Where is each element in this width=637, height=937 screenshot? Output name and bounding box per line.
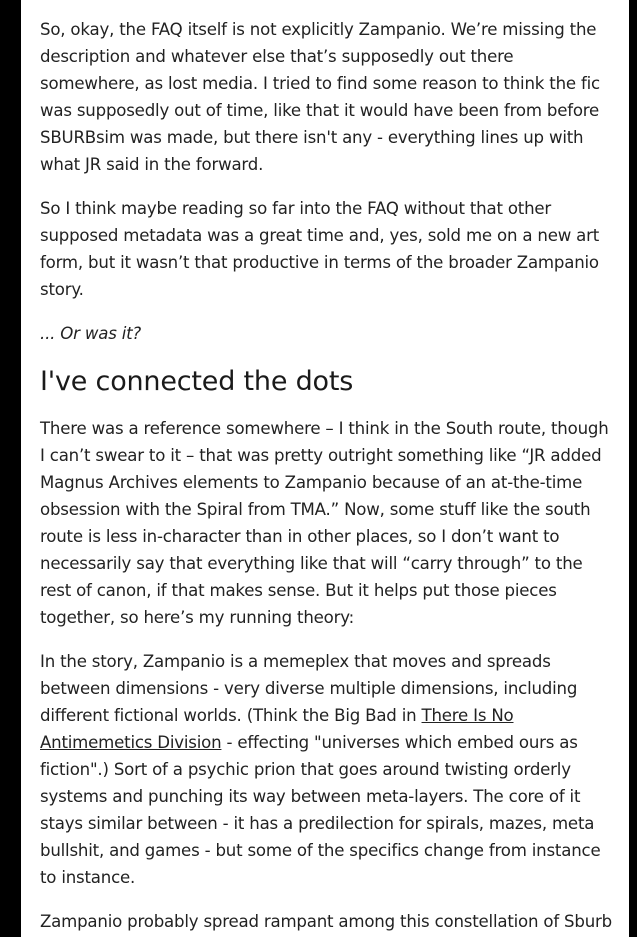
memeplex-text-end: - effecting "universes which embed ours as fiction".) Sort of a psychic prion that goes around twisting orderly systems and punching its way between meta-layers. The core of it stays similar between - it has a predilection for spirals, mazes, meta bullshit, and games - but some of the specifics change from instance to instance. — [40, 733, 601, 887]
memeplex-text-start: In the story, Zampanio is a memeplex that moves and spreads between dimensions - very diverse multiple dimensions, including different fictional worlds. (Think the Big Bad in — [40, 652, 578, 725]
post-page — [21, 0, 629, 937]
paragraph-memeplex-theory — [40, 648, 616, 891]
paragraph-faq-not-zampanio: So, okay, the FAQ itself is not explicitly Zampanio. We’re missing the description and whatever else that’s supposedly out there somewhere, as lost media. I tried to find some reason to think the fic was supposedly out of time, like that it would have been from before SBURBsim was made, but there isn't any - everything lines up with what JR said in the forward. — [40, 20, 600, 174]
paragraph-sburb-constellation: Zampanio probably spread rampant among this constellation of Sburb — [40, 912, 612, 931]
paragraph-or-was-it: ... Or was it? — [40, 324, 142, 343]
antimemetics-division-link[interactable]: There Is No Antimemetics Division — [40, 706, 514, 752]
section-heading: I've connected the dots — [40, 366, 354, 397]
paragraph-reading-faq: So I think maybe reading so far into the FAQ without that other supposed metadata was a great time and, yes, sold me on a new art form, but it wasn’t that productive in terms of the broader Zampanio story. — [40, 199, 600, 299]
post-body — [40, 16, 616, 937]
paragraph-tma-reference: There was a reference somewhere – I think in the South route, though I can’t swear to it – that was pretty outright something like “JR added Magnus Archives elements to Zampanio because of an at-the-time obsession with the Spiral from TMA.” Now, some stuff like the south route is less in-character than in other places, so I don’t want to necessarily say that everything like that will “carry through” to the rest of canon, if that makes sense. But it helps put those pieces together, so here’s my running theory: — [40, 419, 609, 627]
